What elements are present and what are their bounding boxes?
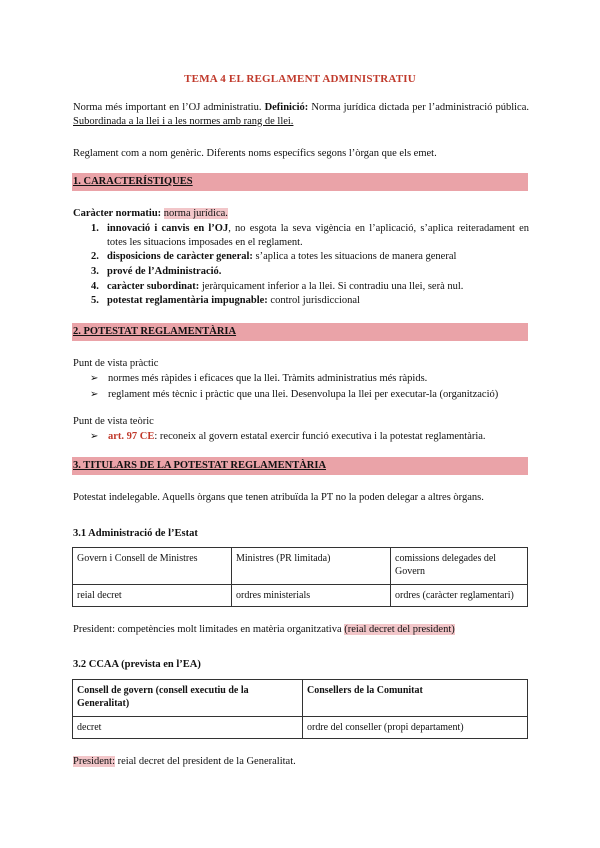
list-item: 1. innovació i canvis en l’OJ, no esgota la seva vigència en l’aplicació, s’aplica reiteradament en totes les situacions imposades en el reglament. xyxy=(91,223,529,248)
document-title: TEMA 4 EL REGLAMENT ADMINISTRATIU xyxy=(184,73,416,85)
state-president-note: President: competències molt limitades en matèria organitzativa (reial decret del president) xyxy=(73,624,455,635)
list-item: 3. prové de l’Administració. xyxy=(91,265,222,277)
practical-viewpoint-list xyxy=(73,370,529,403)
normative-character-line xyxy=(73,207,529,221)
table-row xyxy=(73,548,528,585)
characteristics-list xyxy=(73,222,529,309)
table-cell: Govern i Consell de Ministres xyxy=(73,548,232,585)
table-row xyxy=(73,585,528,607)
list-item: 4. caràcter subordinat: jeràrquicament inferior a la llei. Si contradiu una llei, serà nul. xyxy=(91,280,464,292)
subsection-ccaa: 3.2 CCAA (prevista en l’EA) xyxy=(73,659,201,670)
president-decree-highlight: (reial decret del president) xyxy=(344,624,455,635)
state-table xyxy=(72,547,528,607)
non-delegable-paragraph: Potestat indelegable. Aquells òrgans que tenen atribuïda la PT no la poden delegar a altres òrgans. xyxy=(73,492,484,503)
list-item: 5. potestat reglamentària impugnable: control jurisdiccional xyxy=(91,295,360,307)
table-cell: reial decret xyxy=(73,585,232,607)
table-cell: ordres ministerials xyxy=(232,585,391,607)
arrow-bullet-icon: ➢ xyxy=(90,431,99,442)
normative-label: Caràcter normatiu: xyxy=(73,208,162,219)
constitution-article-ref: art. 97 CE xyxy=(108,431,155,442)
intro-paragraph xyxy=(73,101,529,128)
normative-value: norma jurídica. xyxy=(163,208,228,219)
subordination-note: Subordinada a la llei i a les normes amb rang de llei. xyxy=(73,115,294,127)
practical-viewpoint-label: Punt de vista pràctic xyxy=(73,358,159,369)
president-label-highlight: President: xyxy=(73,756,115,767)
theoretical-viewpoint-list xyxy=(73,428,529,446)
table-cell: ordre del conseller (propi departament) xyxy=(303,717,528,739)
section-heading-regulatory-power: 2. POTESTAT REGLAMENTÀRIA xyxy=(72,323,528,341)
intro-text: Norma més important en l’OJ administratiu. xyxy=(73,102,265,113)
arrow-bullet-icon: ➢ xyxy=(90,373,99,384)
table-cell: ordres (caràcter reglamentari) xyxy=(391,585,528,607)
subsection-state-administration: 3.1 Administració de l’Estat xyxy=(73,528,198,539)
section-heading-holders: 3. TITULARS DE LA POTESTAT REGLAMENTÀRIA xyxy=(72,457,528,475)
ccaa-president-note: President: reial decret del president de la Generalitat. xyxy=(73,756,296,767)
list-item: ➢ reglament més tècnic i pràctic que una llei. Desenvolupa la llei per executar-la (organització) xyxy=(90,388,499,400)
table-row xyxy=(73,680,528,717)
section-heading-characteristics: 1. CARACTERÍSTIQUES xyxy=(72,173,528,191)
list-item: ➢ art. 97 CE: reconeix al govern estatal exercir funció executiva i la potestat reglamentària. xyxy=(90,431,486,442)
arrow-bullet-icon: ➢ xyxy=(90,388,99,400)
table-cell: Ministres (PR limitada) xyxy=(232,548,391,585)
ccaa-table xyxy=(72,679,528,739)
generic-name-paragraph: Reglament com a nom genèric. Diferents noms específics segons l’òrgan que els emet. xyxy=(73,148,437,159)
table-cell: comissions delegades del Govern xyxy=(391,548,528,585)
table-row xyxy=(73,717,528,739)
theoretical-viewpoint-label: Punt de vista teòric xyxy=(73,416,154,427)
table-cell: Consellers de la Comunitat xyxy=(303,680,528,717)
definition-text: Norma jurídica dictada per l’administració pública. xyxy=(308,102,529,113)
table-cell: Consell de govern (consell executiu de la Generalitat) xyxy=(73,680,303,717)
list-item: 2. disposicions de caràcter general: s’aplica a totes les situacions de manera general xyxy=(91,251,457,263)
list-item: ➢ normes més ràpides i eficaces que la llei. Tràmits administratius més ràpids. xyxy=(90,373,428,384)
definition-label: Definició: xyxy=(264,102,309,113)
table-cell: decret xyxy=(73,717,303,739)
